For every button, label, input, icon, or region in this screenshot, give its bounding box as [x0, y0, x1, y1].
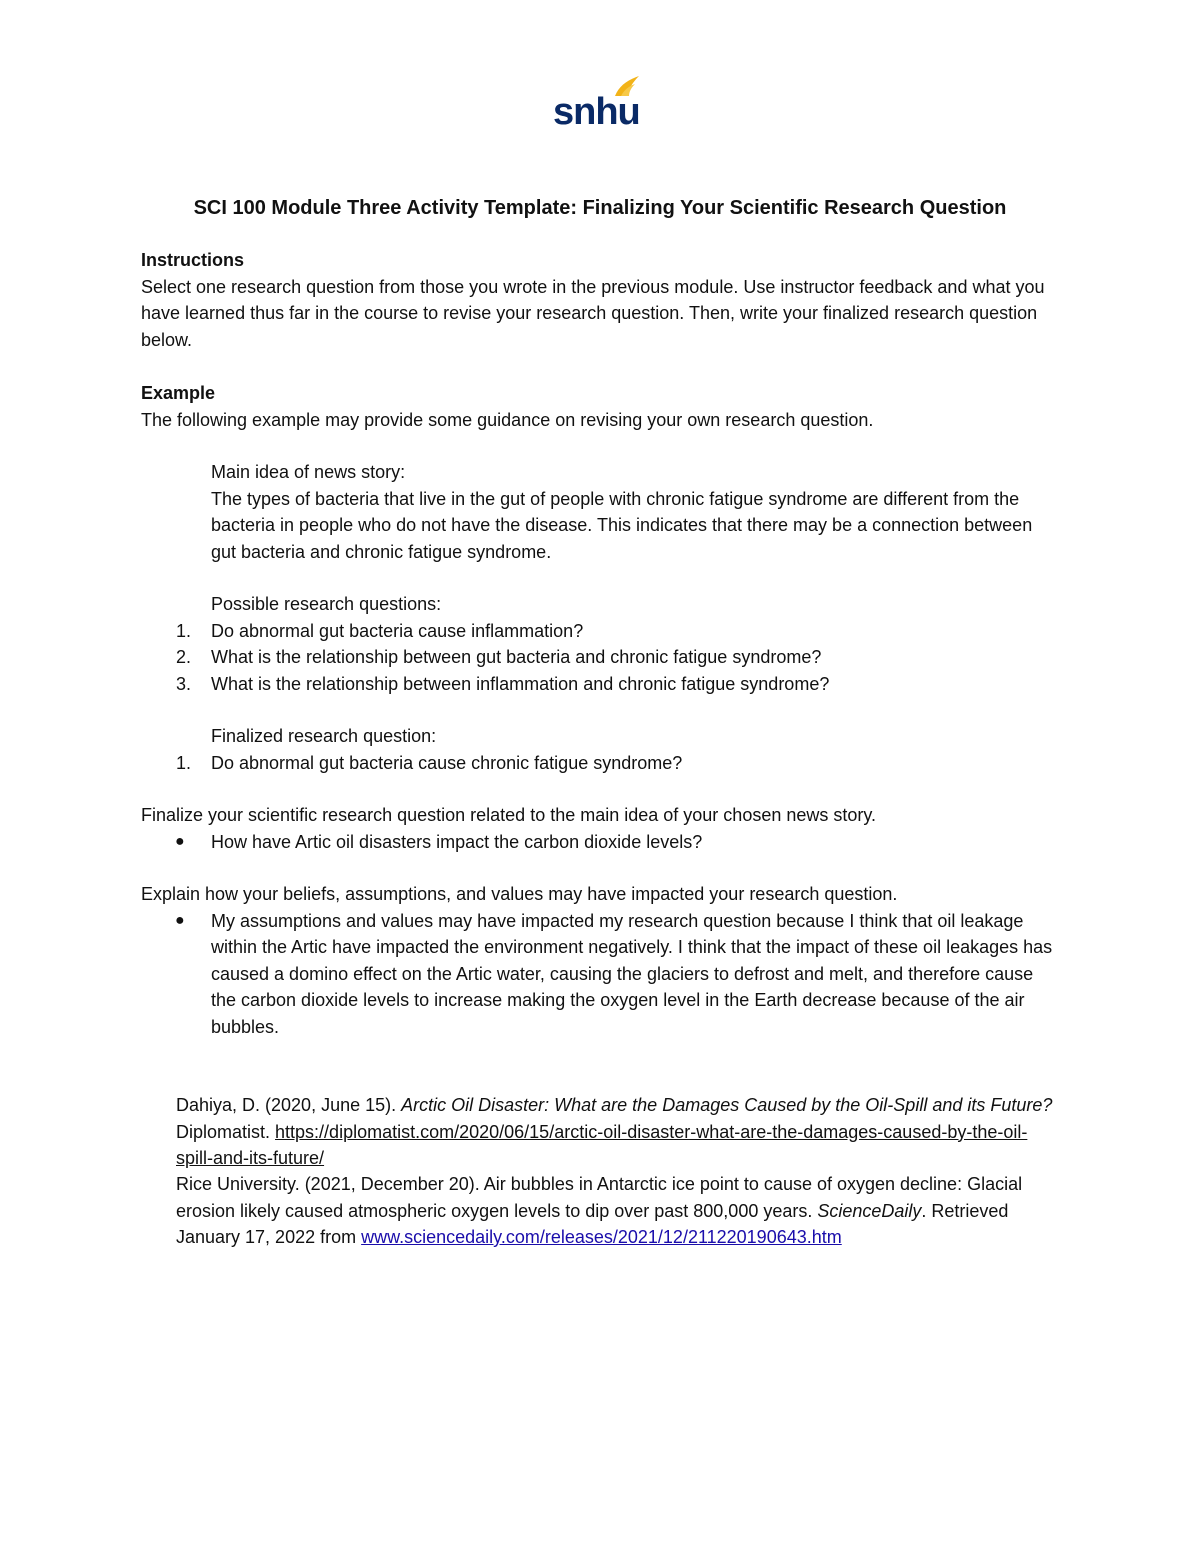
- list-text: Do abnormal gut bacteria cause chronic fatigue syndrome?: [211, 752, 683, 773]
- explain-prompt: Explain how your beliefs, assumptions, and values may have impacted your research question.: [141, 884, 898, 904]
- possible-questions-label: Possible research questions:: [211, 594, 442, 614]
- reference-link[interactable]: www.sciencedaily.com/releases/2021/12/211220190643.htm: [361, 1227, 842, 1247]
- bullet-icon: ●: [175, 911, 185, 929]
- explain-section: [141, 881, 1061, 1040]
- reference-retrieved: . Retrieved January 17, 2022 from: [176, 1200, 1009, 1247]
- reference-rice: [176, 1171, 1056, 1251]
- example-intro: The following example may provide some guidance on revising your own research question.: [141, 409, 874, 430]
- list-item: [140, 671, 1061, 698]
- finalize-section: [141, 802, 1061, 855]
- list-text: What is the relationship between inflammation and chronic fatigue syndrome?: [211, 673, 830, 694]
- snhu-logo: [553, 74, 643, 134]
- finalized-label: Finalized research question:: [211, 726, 437, 746]
- reference-link[interactable]: https://diplomatist.com/2020/06/15/arctic-oil-disaster-what-are-the-damages-caused-by-the-oil-spill-and-its-future/: [176, 1121, 1028, 1168]
- instructions-section: [141, 247, 1061, 353]
- reference-dahiya: [176, 1092, 1056, 1172]
- finalize-prompt: Finalize your scientific research question related to the main idea of your chosen news story.: [141, 805, 877, 825]
- reference-title: Arctic Oil Disaster: What are the Damages Caused by the Oil-Spill and its Future?: [401, 1095, 1053, 1115]
- instructions-heading: Instructions: [141, 250, 245, 270]
- instructions-body: Select one research question from those you wrote in the previous module. Use instructor feedback and what you have learned thus far in the course to revise your research question. Then, write your finalized research question below.: [141, 276, 1045, 350]
- logo-wordmark: snhu: [553, 91, 640, 133]
- reference-author: Dahiya, D. (2020, June 15).: [176, 1095, 402, 1115]
- explain-answer: My assumptions and values may have impacted my research question because I think that oil leakage within the Artic have impacted the environment negatively. I think that the impact of these oil leakages has caused a domino effect on the Artic water, causing the glaciers to defrost and melt, and therefore cause the carbon dioxide levels to increase making the oxygen level in the Earth decrease because of the air bubbles.: [211, 910, 1053, 1037]
- example-heading: Example: [141, 383, 216, 403]
- list-number: 3.: [176, 673, 192, 694]
- list-number: 1.: [176, 620, 192, 641]
- list-item: [140, 618, 1061, 645]
- reference-journal: ScienceDaily: [817, 1200, 922, 1221]
- explain-answer-item: [141, 908, 1061, 1041]
- list-item: [140, 750, 1061, 777]
- main-idea-label: Main idea of news story:: [211, 462, 406, 482]
- list-number: 2.: [176, 647, 192, 667]
- finalized-question-section: [176, 723, 1061, 776]
- list-number: 1.: [176, 752, 192, 773]
- example-section: [141, 380, 1061, 433]
- bullet-icon: ●: [175, 832, 185, 850]
- finalized-list: [176, 750, 1061, 777]
- main-idea-section: [211, 459, 1061, 565]
- list-text: What is the relationship between gut bacteria and chronic fatigue syndrome?: [211, 647, 822, 667]
- document-title: SCI 100 Module Three Activity Template: Finalizing Your Scientific Research Question: [193, 197, 1007, 219]
- list-item: [140, 644, 1061, 671]
- main-idea-text: The types of bacteria that live in the gut of people with chronic fatigue syndrome are different from the bacteria in people who do not have the disease. This indicates that there may be a connection between gut bacteria and chronic fatigue syndrome.: [211, 488, 1033, 562]
- possible-questions-list: [176, 618, 1061, 698]
- finalize-answer-item: [141, 829, 1061, 856]
- list-text: Do abnormal gut bacteria cause inflammation?: [211, 620, 584, 641]
- reference-source: Diplomatist.: [176, 1121, 276, 1142]
- possible-questions-section: [176, 591, 1061, 697]
- finalize-answer: How have Artic oil disasters impact the carbon dioxide levels?: [211, 831, 703, 852]
- reference-author: Rice University. (2021, December 20). Air bubbles in Antarctic ice point to cause of oxygen decline: Glacial erosion likely caused atmospheric oxygen levels to dip over past 800,000 years.: [176, 1174, 1023, 1221]
